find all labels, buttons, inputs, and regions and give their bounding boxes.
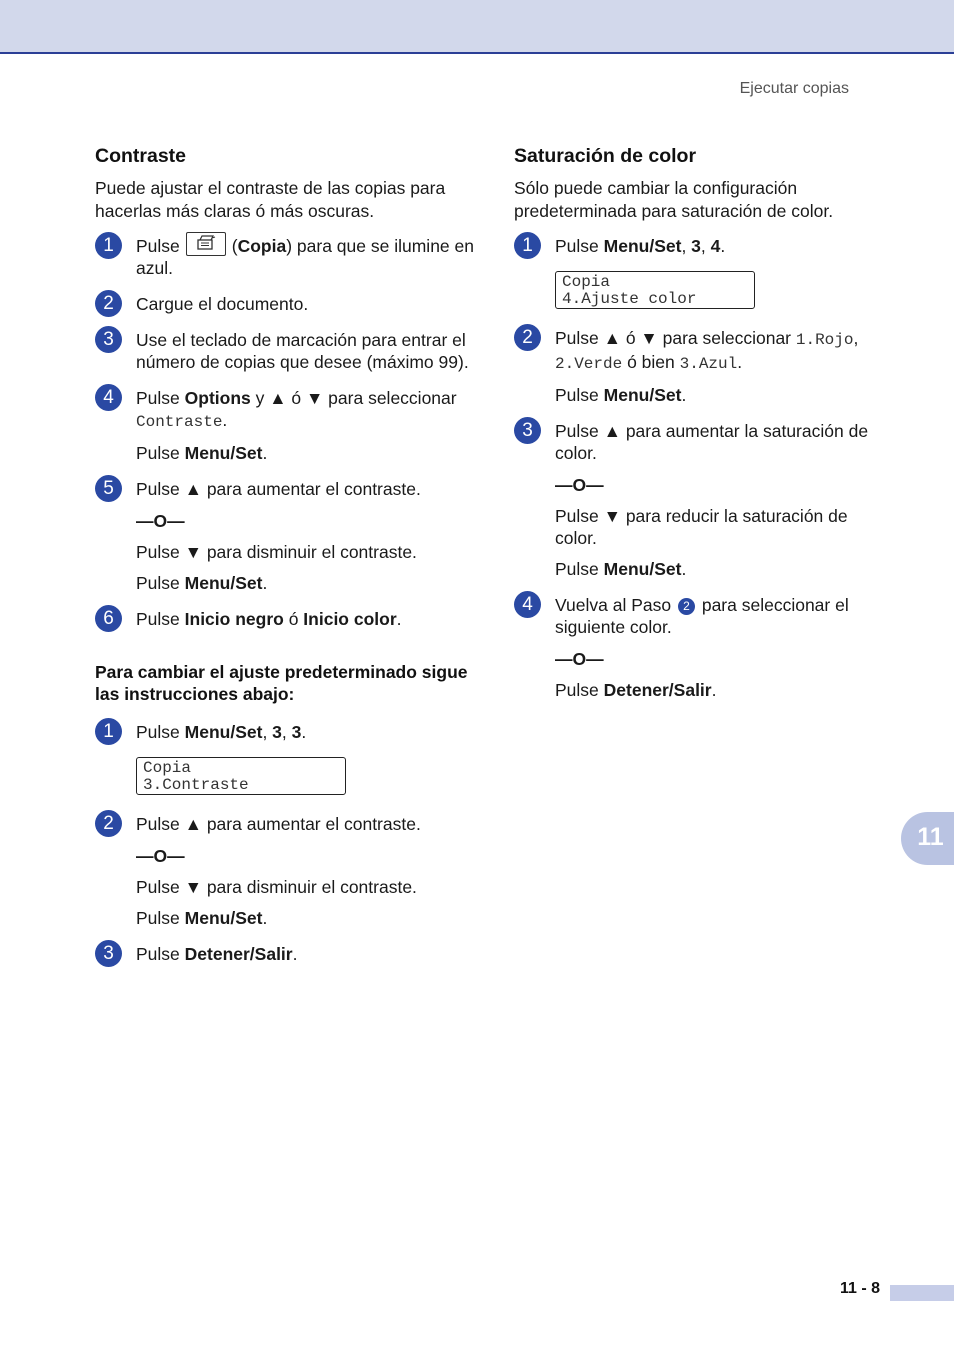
- step-number: 2: [95, 290, 122, 317]
- step-number: 4: [514, 591, 541, 618]
- step-number: 1: [95, 718, 122, 745]
- default-step-3: 3 Pulse Detener/Salir.: [95, 943, 475, 965]
- right-column: [514, 145, 894, 715]
- page-number: 11 - 8: [839, 1280, 880, 1297]
- step-number: 6: [95, 605, 122, 632]
- copy-key: [186, 232, 226, 256]
- top-band: [0, 0, 954, 54]
- step-number: 2: [514, 324, 541, 351]
- contrast-intro: Puede ajustar el contraste de las copias para hacerlas más claras ó más oscuras.: [95, 178, 446, 221]
- step-number: 5: [95, 475, 122, 502]
- chapter-tab: 11: [901, 812, 954, 865]
- left-column: [95, 145, 475, 979]
- lcd-display-contrast: Copia 3.Contraste: [136, 757, 346, 795]
- step-number: 3: [95, 326, 122, 353]
- saturation-step-2: 2 Pulse ▲ ó ▼ para seleccionar 1.Rojo, 2.Verde ó bien 3.Azul. Pulse Menu/Set.: [514, 327, 894, 406]
- default-step-1: 1 Pulse Menu/Set, 3, 3.: [95, 721, 475, 743]
- step-number: 3: [95, 940, 122, 967]
- contrast-step-2: 2 Cargue el documento.: [95, 293, 475, 315]
- step-number: 2: [95, 810, 122, 837]
- running-header: Ejecutar copias: [739, 80, 849, 97]
- step-reference: 2: [678, 598, 695, 615]
- copy-machine-icon: [195, 235, 217, 252]
- section-title-contrast: Contraste: [95, 145, 187, 167]
- default-title: Para cambiar el ajuste predeterminado sigue las instrucciones abajo:: [95, 662, 468, 705]
- contrast-step-4: 4 Pulse Options y ▲ ó ▼ para seleccionar Contraste. Pulse Menu/Set.: [95, 387, 475, 464]
- section-title-saturation: Saturación de color: [514, 145, 697, 167]
- default-subsection: [95, 661, 475, 965]
- saturation-step-3: 3 Pulse ▲ para aumentar la saturación de color. —O— Pulse ▼ para reducir la saturación de color. Pulse Menu/Set.: [514, 420, 894, 580]
- lcd-display-color: Copia 4.Ajuste color: [555, 271, 755, 309]
- contrast-step-3: 3 Use el teclado de marcación para entrar el número de copias que desee (máximo 99).: [95, 329, 475, 373]
- step-number: 1: [95, 232, 122, 259]
- contrast-step-6: 6 Pulse Inicio negro ó Inicio color.: [95, 608, 475, 630]
- step-number: 1: [514, 232, 541, 259]
- contrast-step-5: 5 Pulse ▲ para aumentar el contraste. —O— Pulse ▼ para disminuir el contraste. Pulse Menu/Set.: [95, 478, 475, 594]
- footer-bar: [890, 1285, 954, 1301]
- saturation-intro: Sólo puede cambiar la configuración predeterminada para saturación de color.: [514, 178, 834, 221]
- step-number: 4: [95, 384, 122, 411]
- contrast-step-1: 1 Pulse (Copia) para que se ilumine en azul.: [95, 235, 475, 279]
- step-number: 3: [514, 417, 541, 444]
- default-step-2: 2 Pulse ▲ para aumentar el contraste. —O— Pulse ▼ para disminuir el contraste. Pulse Menu/Set.: [95, 813, 475, 929]
- saturation-step-4: 4 Vuelva al Paso 2 para seleccionar el siguiente color. —O— Pulse Detener/Salir.: [514, 594, 894, 701]
- saturation-step-1: 1 Pulse Menu/Set, 3, 4.: [514, 235, 894, 257]
